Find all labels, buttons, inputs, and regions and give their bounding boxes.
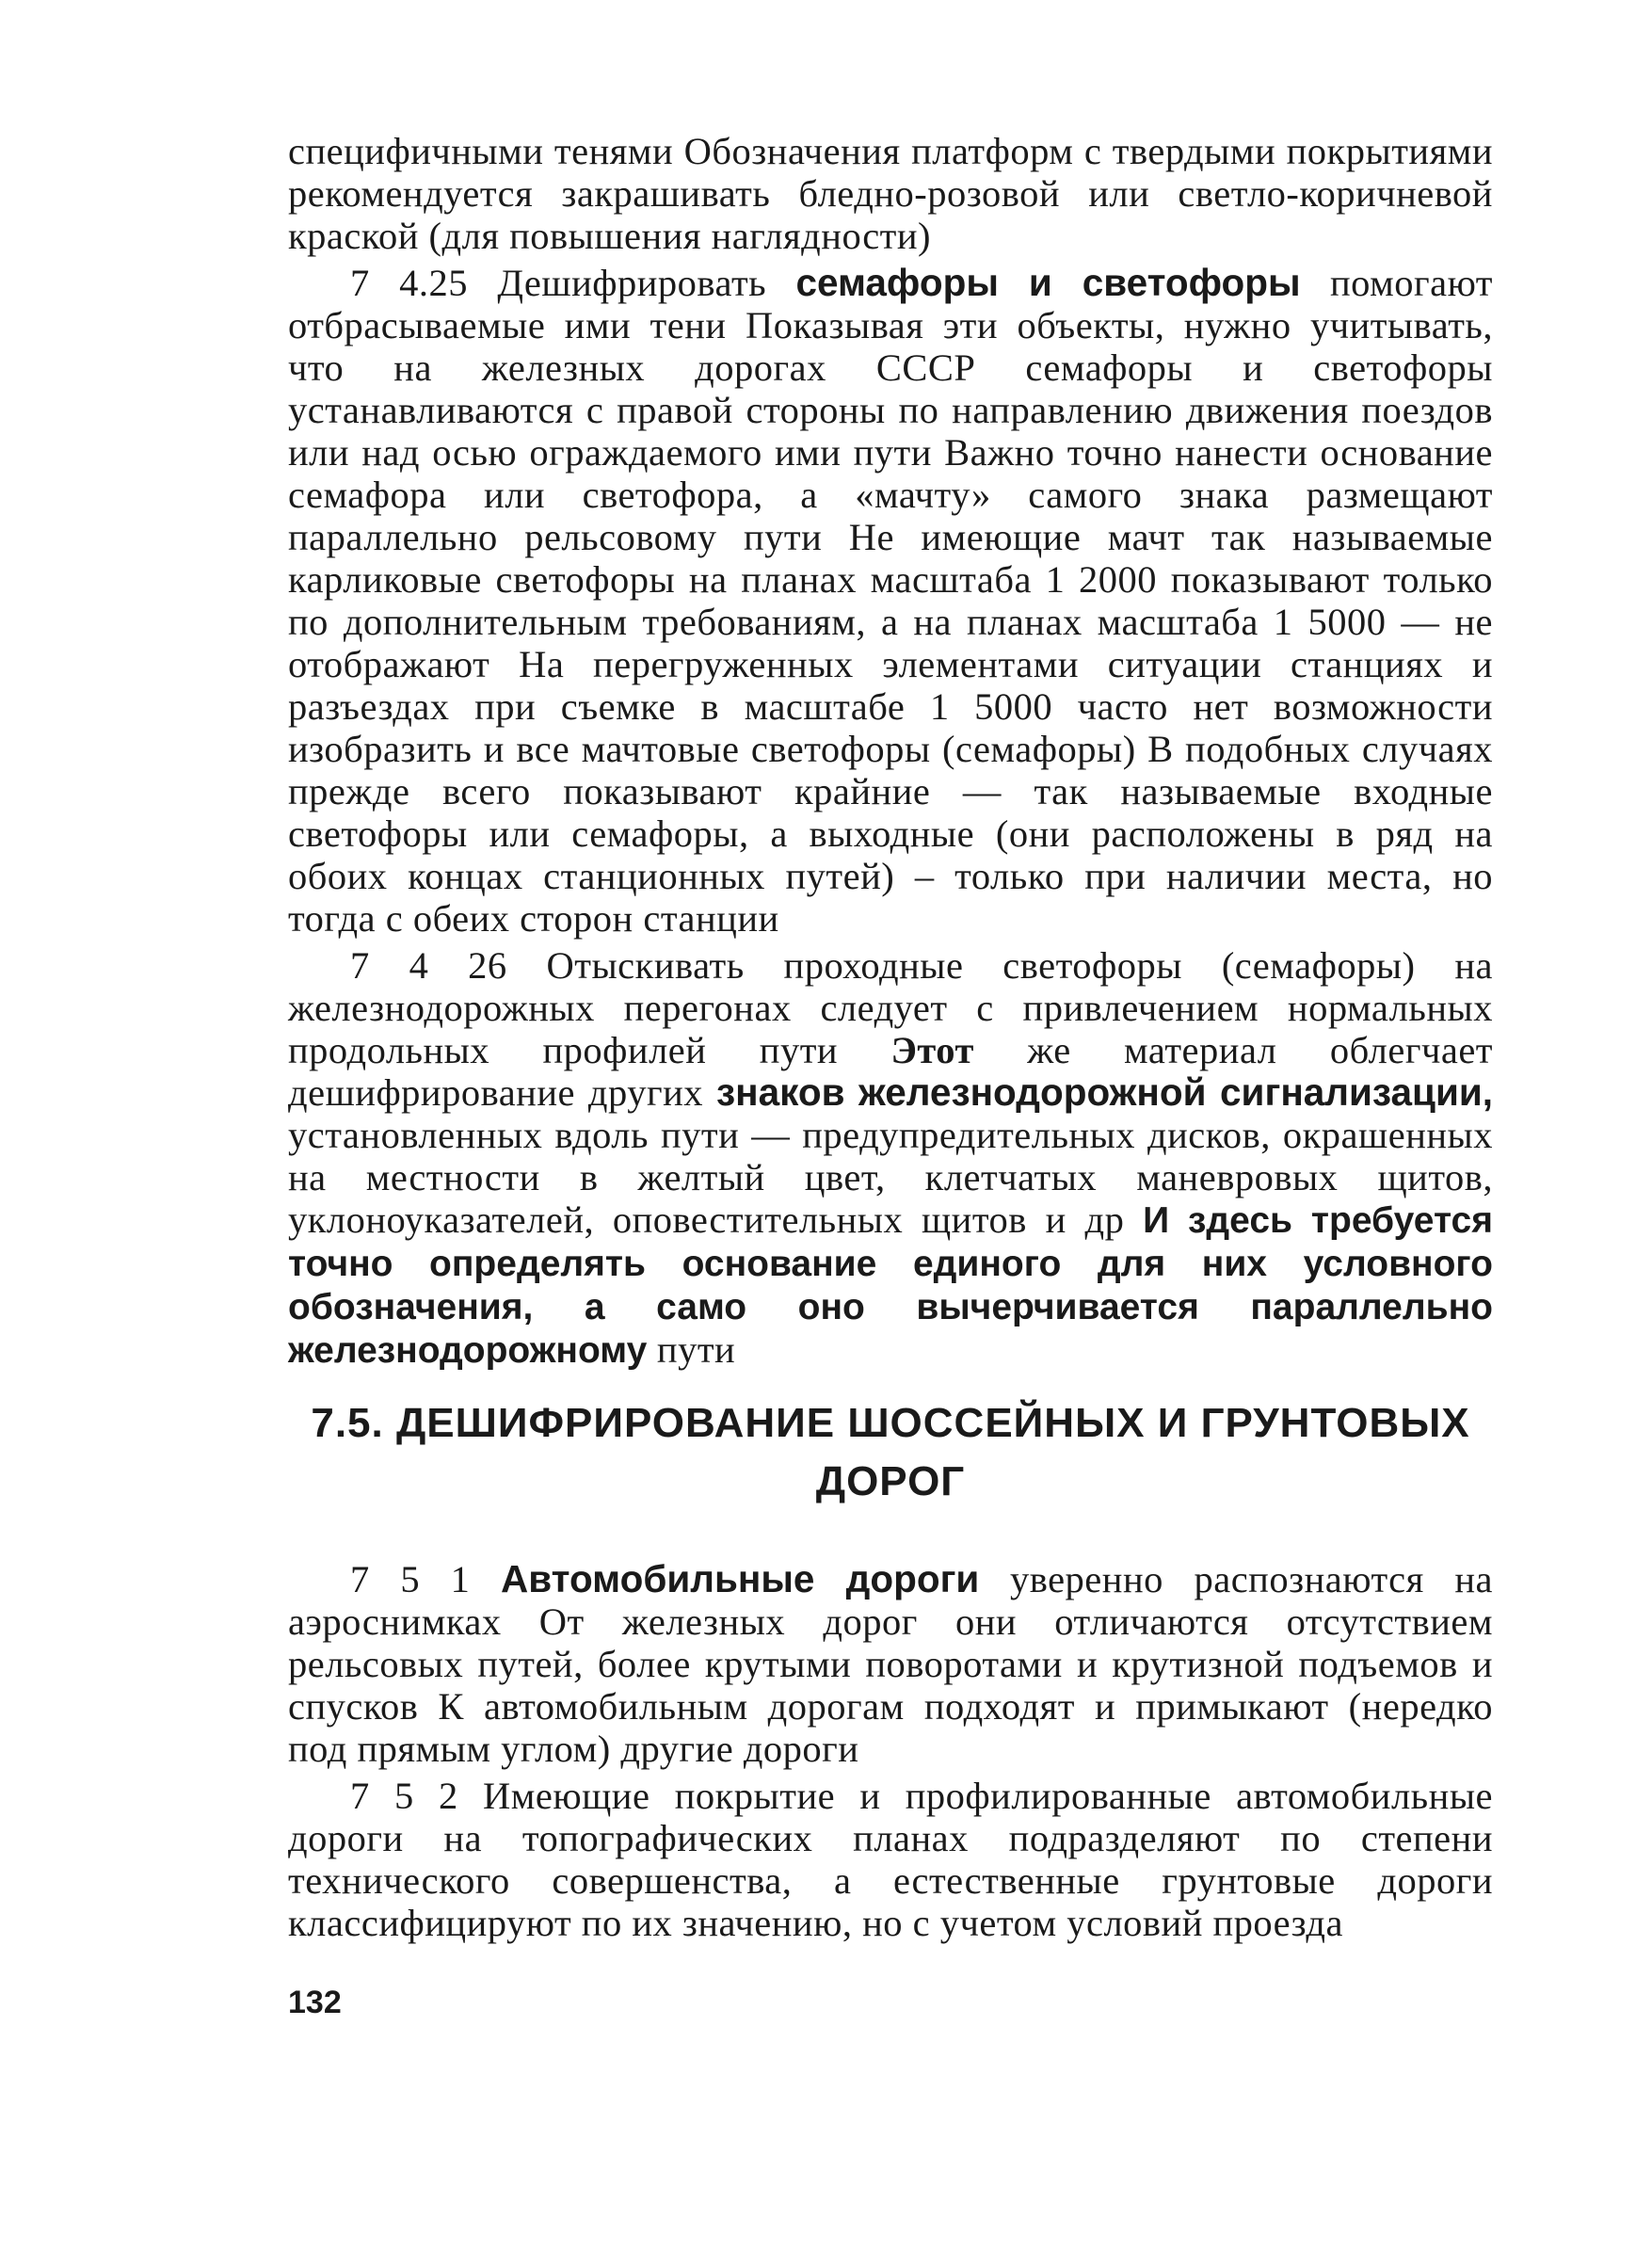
paragraph-number: 7 4 26 <box>350 944 507 987</box>
paragraph-7-5-2 <box>288 1775 1493 1944</box>
paragraph-7-4-26 <box>288 944 1493 1372</box>
paragraph-text: пути <box>656 1328 736 1371</box>
paragraph-number: 7 4.25 <box>350 262 468 304</box>
paragraph-text: Имеющие покрытие и профилированные автомобильные дороги на топографических планах подразделяют по степени технического совершенства, а естественные грунтовые дороги классифицируют по их значению, но с учетом условий проезда <box>288 1775 1494 1944</box>
paragraph-text: Дешифрировать <box>497 262 767 304</box>
paragraph-text: помогают отбрасываемые ими тени Показывая эти объекты, нужно учитывать, что на железных дорогах СССР семафоры и светофоры устанавливаются с правой стороны по направлению движения поездов или над осью ограждаемого ими пути Важно точно нанести основание семафора или светофора, а «мачту» самого знака размещают параллельно рельсовому пути Не имеющие мачт так называемые карликовые светофоры на планах масштаба 1 2000 показывают только по дополнительным требованиям, а на планах масштаба 1 5000 — не отображают На перегруженных элементами ситуации станциях и разъездах при съемке в масштабе 1 5000 часто нет возможности изобразить и все мачтовые светофоры (семафоры) В подобных случаях прежде всего показывают крайние — так называемые входные светофоры или семафоры, а выходные (они расположены в ряд на обоих концах станционных путей) – только при наличии места, но тогда с обеих сторон станции <box>288 262 1494 940</box>
paragraph-number: 7 5 1 <box>350 1558 471 1600</box>
paragraph-number: 7 5 2 <box>350 1775 458 1817</box>
page-body <box>288 130 1493 1949</box>
paragraph-text: Отыскивать проходные светофоры (семафоры) на железнодорожных перегонах следует с привлечением нормальных продольных профилей пути <box>288 944 1494 1071</box>
section-heading <box>288 1394 1493 1511</box>
bold-word: Этот <box>890 1029 974 1071</box>
paragraph-text: специфичными тенями Обозначения платформ с твердыми покрытиями рекомендуется закрашивать бледно-розовой или светло-коричневой краской (для повышения наглядности) <box>288 130 1493 257</box>
page-number: 132 <box>288 1985 342 2020</box>
paragraph-text: установленных вдоль пути — предупредительных дисков, окрашенных на местности в желтый цвет, клетчатых маневровых щитов, уклоноуказателей, оповестительных щитов и др <box>288 1114 1493 1241</box>
bold-term: Автомобильные дороги <box>501 1557 980 1600</box>
bold-term: семафоры и светофоры <box>795 261 1301 304</box>
paragraph-7-4-25 <box>288 262 1493 940</box>
section-heading-line-1: 7.5. ДЕШИФРИРОВАНИЕ ШОССЕЙНЫХ И ГРУНТОВЫХ <box>311 1400 1470 1446</box>
paragraph-7-5-1 <box>288 1558 1493 1770</box>
bold-statement: И здесь требуется точно определять основание единого для них условного обозначения, а само оно вычерчивается параллельно железнодорожному <box>288 1200 1493 1371</box>
bold-term: знаков железнодорожной сигнализации, <box>715 1070 1493 1114</box>
paragraph-text: уверенно распознаются на аэроснимках От железных дорог они отличаются отсутствием рельсовых путей, более крутыми поворотами и крутизной подъемов и спусков К автомобильным дорогам подходят и примыкают (нередко под прямым углом) другие дороги <box>288 1558 1493 1770</box>
section-heading-line-2: ДОРОГ <box>815 1458 966 1504</box>
paragraph-platforms <box>288 130 1493 257</box>
paragraph-text: же материал облегчает дешифрирование других <box>288 1029 1493 1114</box>
